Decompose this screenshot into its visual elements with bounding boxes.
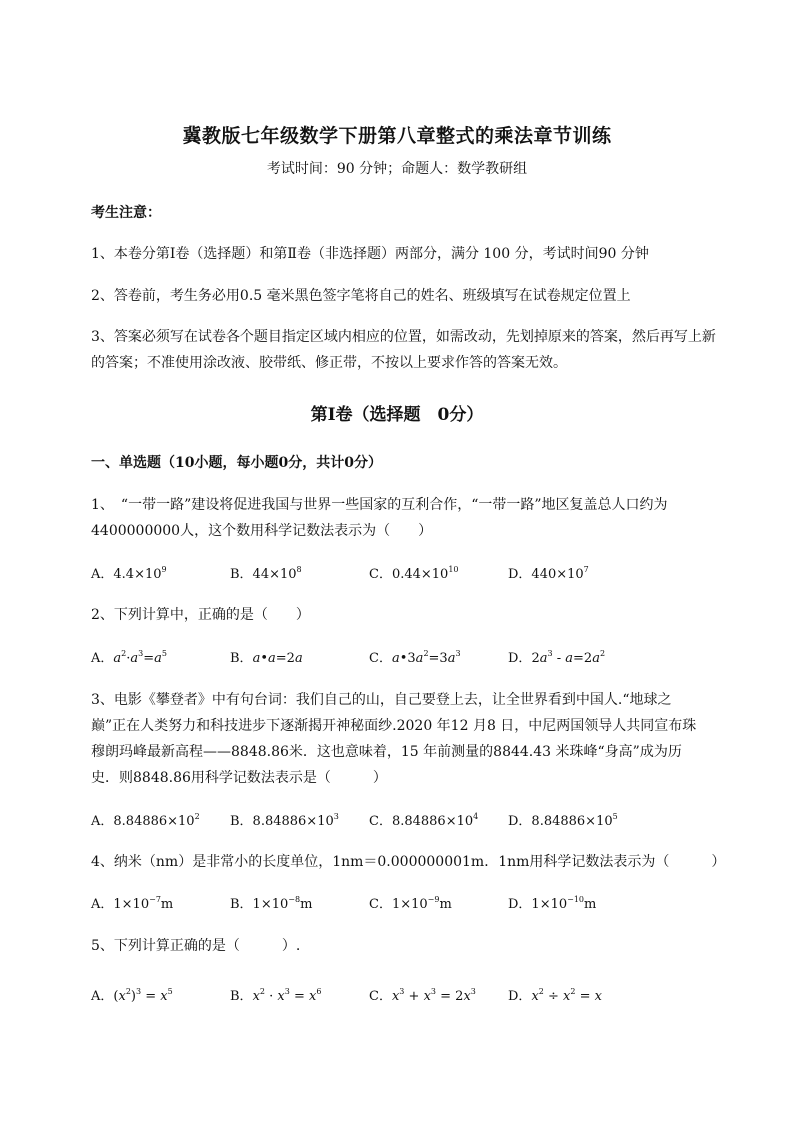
notice-item-3: 3、答案必须写在试卷各个题目指定区域内相应的位置，如需改动，先划掉原来的答案，然后再写上新: [91, 329, 716, 345]
part-heading: 一、单选题（10小题，每小题0分，共计0分）: [91, 455, 382, 471]
section-title: 第Ⅰ卷（选择题 0分）: [310, 405, 484, 425]
q3-option-b: B．$8.84886\times 10^3$: [230, 812, 339, 829]
page-title: 冀教版七年级数学下册第八章整式的乘法章节训练: [182, 125, 612, 147]
q3-stem: 3、电影《攀登者》中有句台词：我们自己的山，自己要登上去，让全世界看到中国人.“地球之: [91, 692, 672, 708]
q5-option-c: C．$x^3 + x^3 = 2x^3$: [369, 987, 476, 1004]
q5-option-d: D．$x^2 \div x^2 = x$: [508, 987, 602, 1004]
q1-option-a: A．$4.4\times 10^9$: [91, 565, 167, 582]
q3-option-a: A．$8.84886\times 10^2$: [91, 812, 200, 829]
q3-stem-cont-2: 穆朗玛峰最新高程——8848.86米．这也意味着，15 年前测量的8844.43 米珠峰“身高”成为历: [91, 744, 682, 760]
q2-option-a: A．$a^2\cdot a^3=a^5$: [91, 649, 168, 666]
q4-option-a: A．$1\times 10^{-7}m$: [91, 895, 174, 912]
q5-option-a: A．$(x^2)^3 = x^5$: [91, 987, 173, 1004]
exam-info: 考试时间：90 分钟；命题人：数学教研组: [266, 161, 528, 177]
q2-option-c: C．$a•3a^2=3a^3$: [369, 649, 461, 666]
notice-item-3-cont: 的答案；不准使用涂改液、胶带纸、修正带，不按以上要求作答的答案无效。: [91, 355, 567, 371]
q1-stem: 1、 “一带一路”建设将促进我国与世界一些国家的互利合作，“一带一路”地区复盖总人口约为: [91, 497, 668, 513]
q4-option-b: B．$1\times 10^{-8}m$: [230, 895, 313, 912]
q1-stem-cont: 4400000000人，这个数用科学记数法表示为（ ）: [91, 523, 433, 539]
q3-option-d: D．$8.84886\times 10^5$: [508, 812, 618, 829]
notice-heading: 考生注意：: [91, 205, 161, 221]
q4-stem: 4、纳米（nm）是非常小的长度单位，1nm＝0.000000001m．1nm用科学记数法表示为（ ）: [91, 854, 726, 870]
q1-option-c: C．$0.44\times 10^{10}$: [369, 565, 459, 582]
notice-item-2: 2、答卷前，考生务必用0.5 毫米黑色签字笔将自己的姓名、班级填写在试卷规定位置上: [91, 288, 631, 304]
q2-option-b: B．a•a=2a: [230, 651, 303, 666]
q1-option-d: D．$440\times 10^7$: [508, 565, 589, 582]
q3-option-c: C．$8.84886\times 10^4$: [369, 812, 479, 829]
notice-item-1: 1、本卷分第Ⅰ卷（选择题）和第Ⅱ卷（非选择题）两部分，满分 100 分，考试时间90 分钟: [91, 246, 649, 262]
q1-option-b: B．$44\times 10^8$: [230, 565, 302, 582]
q3-stem-cont-3: 史．则8848.86用科学记数法表示是（ ）: [91, 770, 387, 786]
q2-option-d: D．$2a^3 - a=2a^2$: [508, 649, 606, 666]
q4-option-c: C．$1\times 10^{-9}m$: [369, 895, 452, 912]
q5-option-b: B．$x^2 \cdot x^3 = x^6$: [230, 987, 322, 1004]
q5-stem: 5、下列计算正确的是（ ）.: [91, 938, 301, 954]
q3-stem-cont-1: 巅”正在人类努力和科技进步下逐渐揭开神秘面纱.2020 年12 月8 日，中尼两国领导人共同宣布珠: [91, 718, 697, 734]
q2-stem: 2、下列计算中，正确的是（ ）: [91, 607, 310, 623]
q4-option-d: D．$1\times 10^{-10}m$: [508, 895, 597, 912]
